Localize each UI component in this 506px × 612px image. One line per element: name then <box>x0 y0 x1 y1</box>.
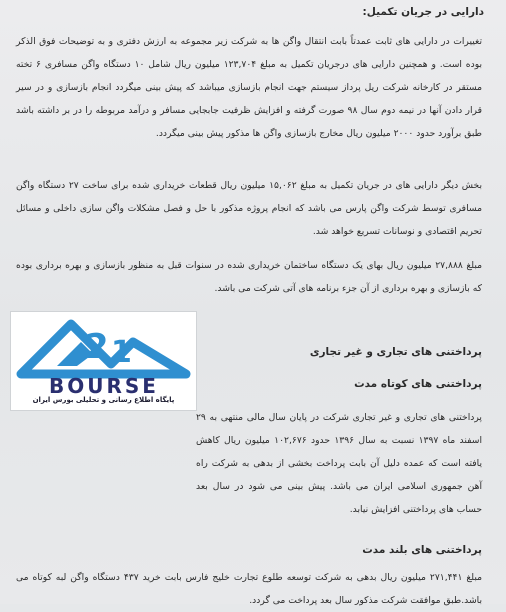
svg-text:1: 1 <box>111 335 132 370</box>
bourse-logo-wordmark: BOURSE <box>49 374 159 398</box>
bourse-mountain-icon <box>11 312 196 382</box>
heading-assets-in-progress: دارایی در جریان تکمیل: <box>362 6 484 18</box>
bourse-logo-tagline: پایگاه اطلاع رسانی و تحلیلی بورس ایران <box>32 396 175 404</box>
paragraph-fixed-assets: تغییرات در دارایی های ثابت عمدتاً بابت انتقال واگن ها به شرکت زیر مجموعه به ارزش دفتری و به توضیحات فوق الذکر بوده است. و همچنین دارایی های درجریان تکمیل به مبلغ ۱۲۳,۷۰۴ میلیون ریال شامل ۱۰ دستگاه واگن مسافری ۶ تخته مستقر در کارخانه شرکت ریل پرداز سیستم جهت انجام بازسازی میباشد که پیش بینی میگردد انجام بازسازی و در سیر قرار دادن آنها در نیمه دوم سال ۹۸ صورت گرفته و افزایش ظرفیت جابجایی مسافر و درآمد مربوطه را در بر داشته باشد طبق برآورد حدود ۲۰۰۰ میلیون ریال مخارج بازسازی واگن ها مذکور پیش بینی میگردد. <box>16 36 483 139</box>
paragraph-parts-wagons: بخش دیگر دارایی های در جریان تکمیل به مبلغ ۱۵,۰۶۲ میلیون ریال قطعات خریداری شده برای ساخت ۲۷ دستگاه واگن مسافری توسط شرکت واگن پارس می باشد که انجام پروژه مذکور با حل و فصل مشکلات واگن سازی داخلی و مسائل تحریم اقتصادی و نوسانات تسریع خواهد شد. <box>16 180 483 237</box>
svg-text:2: 2 <box>85 327 109 367</box>
heading-short-term-payables: پرداختنی های کوتاه مدت <box>354 378 482 390</box>
paragraph-long-term-payables: مبلغ ۲۷۱,۴۴۱ میلیون ریال بدهی به شرکت توسعه طلوع تجارت خلیج فارس بابت خرید ۴۳۷ دستگاه واگن لبه کوتاه می باشد.طبق موافقت شرکت مذکور سال بعد پرداخت می گردد. <box>16 572 483 606</box>
bourse-watermark-logo <box>10 311 197 411</box>
paragraph-short-term-payables: پرداختنی های تجاری و غیر تجاری شرکت در پایان سال مالی منتهی به ۲۹ اسفند ماه ۱۳۹۷ نسبت به سال ۱۳۹۶ حدود ۱۰۲,۶۷۶ میلیون ریال کاهش یافته است که عمده دلیل آن بابت پرداخت بخشی از بدهی به شرکت راه آهن جمهوری اسلامی ایران می باشد. پیش بینی می شود در سال بعد حساب های پرداختنی افزایش نیابد. <box>196 412 483 515</box>
paragraph-building: مبلغ ۲۷,۸۸۸ میلیون ریال بهای یک دستگاه ساختمان خریداری شده در سنوات قبل به منظور بازسازی و بهره برداری بوده که بازسازی و بهره برداری از آن جزء برنامه های آتی شرکت می باشد. <box>16 260 483 294</box>
heading-payables: پرداختنی های تجاری و غیر تجاری <box>309 346 482 358</box>
heading-long-term-payables: پرداختنی های بلند مدت <box>362 544 482 556</box>
